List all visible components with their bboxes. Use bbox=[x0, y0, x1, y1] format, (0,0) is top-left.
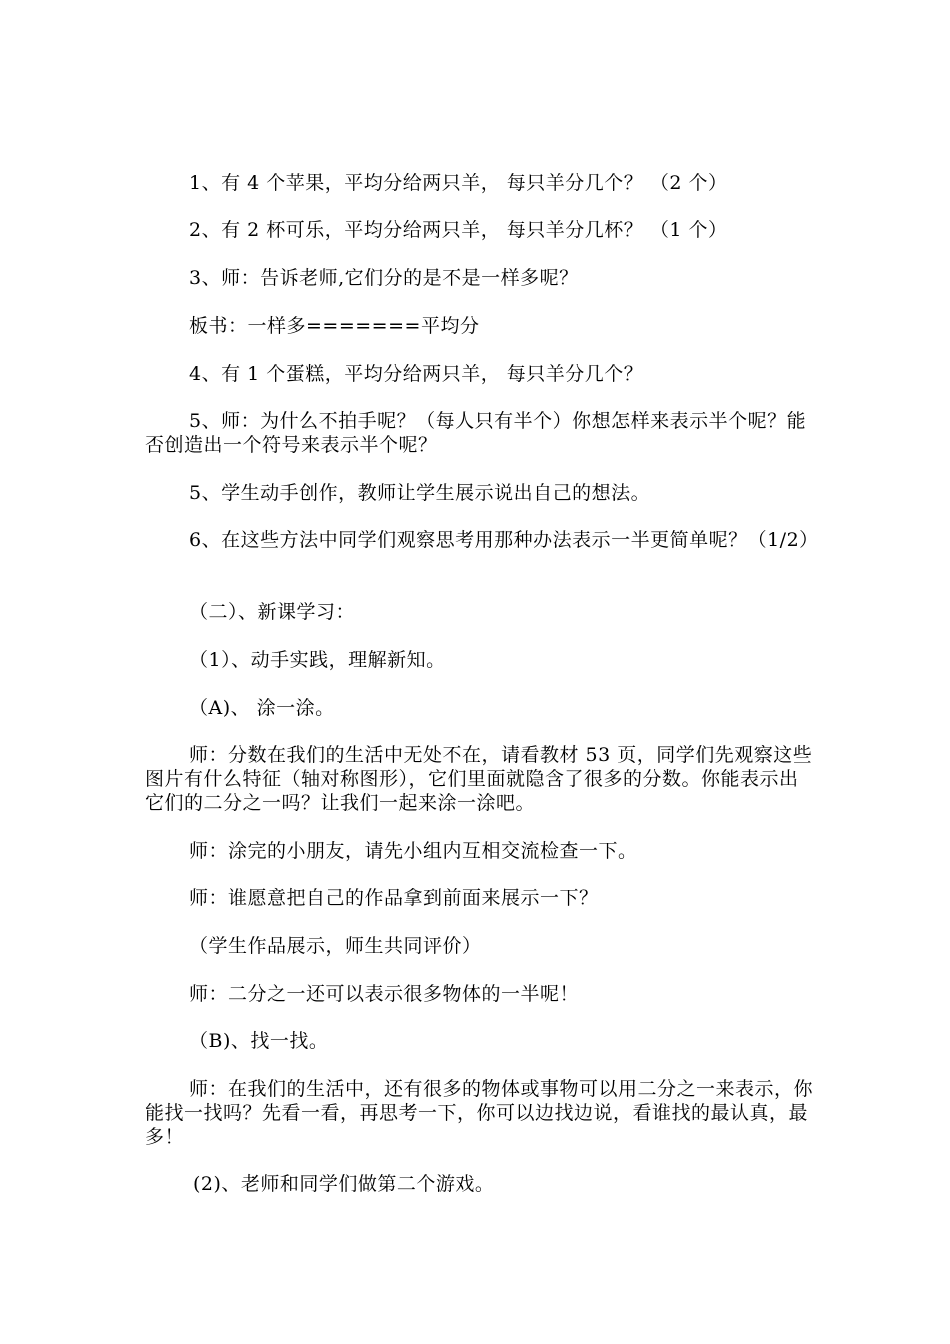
line-2: 2、有 2 杯可乐，平均分给两只羊， 每只羊分几杯？ （1 个） bbox=[189, 219, 728, 241]
line-11: （A)、 涂一涂。 bbox=[189, 697, 335, 719]
paragraph-8: 6、在这些方法中同学们观察思考用那种办法表示一半更简单呢？（1/2） bbox=[189, 529, 819, 551]
paragraph-6: 5、师：为什么不拍手呢？（每人只有半个）你想怎样来表示半个呢？能否创造出一个符号来表示半个呢？ bbox=[145, 410, 807, 456]
line-5: 4、有 1 个蛋糕，平均分给两只羊， 每只羊分几个？ bbox=[189, 363, 644, 385]
paragraph-18: 师：在我们的生活中，还有很多的物体或事物可以用二分之一来表示，你能找一找吗？先看一看，再思考一下，你可以边找边说，看谁找的最认真，最多！ bbox=[145, 1078, 814, 1148]
line-10: （1）、动手实践，理解新知。 bbox=[189, 649, 446, 671]
line-1: 1、有 4 个苹果，平均分给两只羊， 每只羊分几个？ （2 个） bbox=[189, 172, 728, 194]
line-7: 5、学生动手创作，教师让学生展示说出自己的想法。 bbox=[189, 482, 651, 504]
line-13: 师：涂完的小朋友，请先小组内互相交流检查一下。 bbox=[189, 840, 638, 862]
line-15: （学生作品展示，师生共同评价） bbox=[189, 935, 482, 957]
line-16: 师：二分之一还可以表示很多物体的一半呢！ bbox=[189, 983, 580, 1005]
line-14: 师：谁愿意把自己的作品拿到前面来展示一下？ bbox=[189, 887, 599, 909]
line-19: (2)、老师和同学们做第二个游戏。 bbox=[193, 1173, 495, 1195]
line-3: 3、师：告诉老师,它们分的是不是一样多呢？ bbox=[189, 267, 579, 289]
line-9: （二）、新课学习： bbox=[189, 601, 356, 623]
line-4: 板书：一样多=======平均分 bbox=[189, 315, 480, 337]
paragraph-12: 师：分数在我们的生活中无处不在，请看教材 53 页，同学们先观察这些图片有什么特征（轴对称图形），它们里面就隐含了很多的分数。你能表示出它们的二分之一吗？让我们一起来涂一涂吧。 bbox=[145, 744, 813, 814]
line-17: （B)、找一找。 bbox=[189, 1030, 329, 1052]
